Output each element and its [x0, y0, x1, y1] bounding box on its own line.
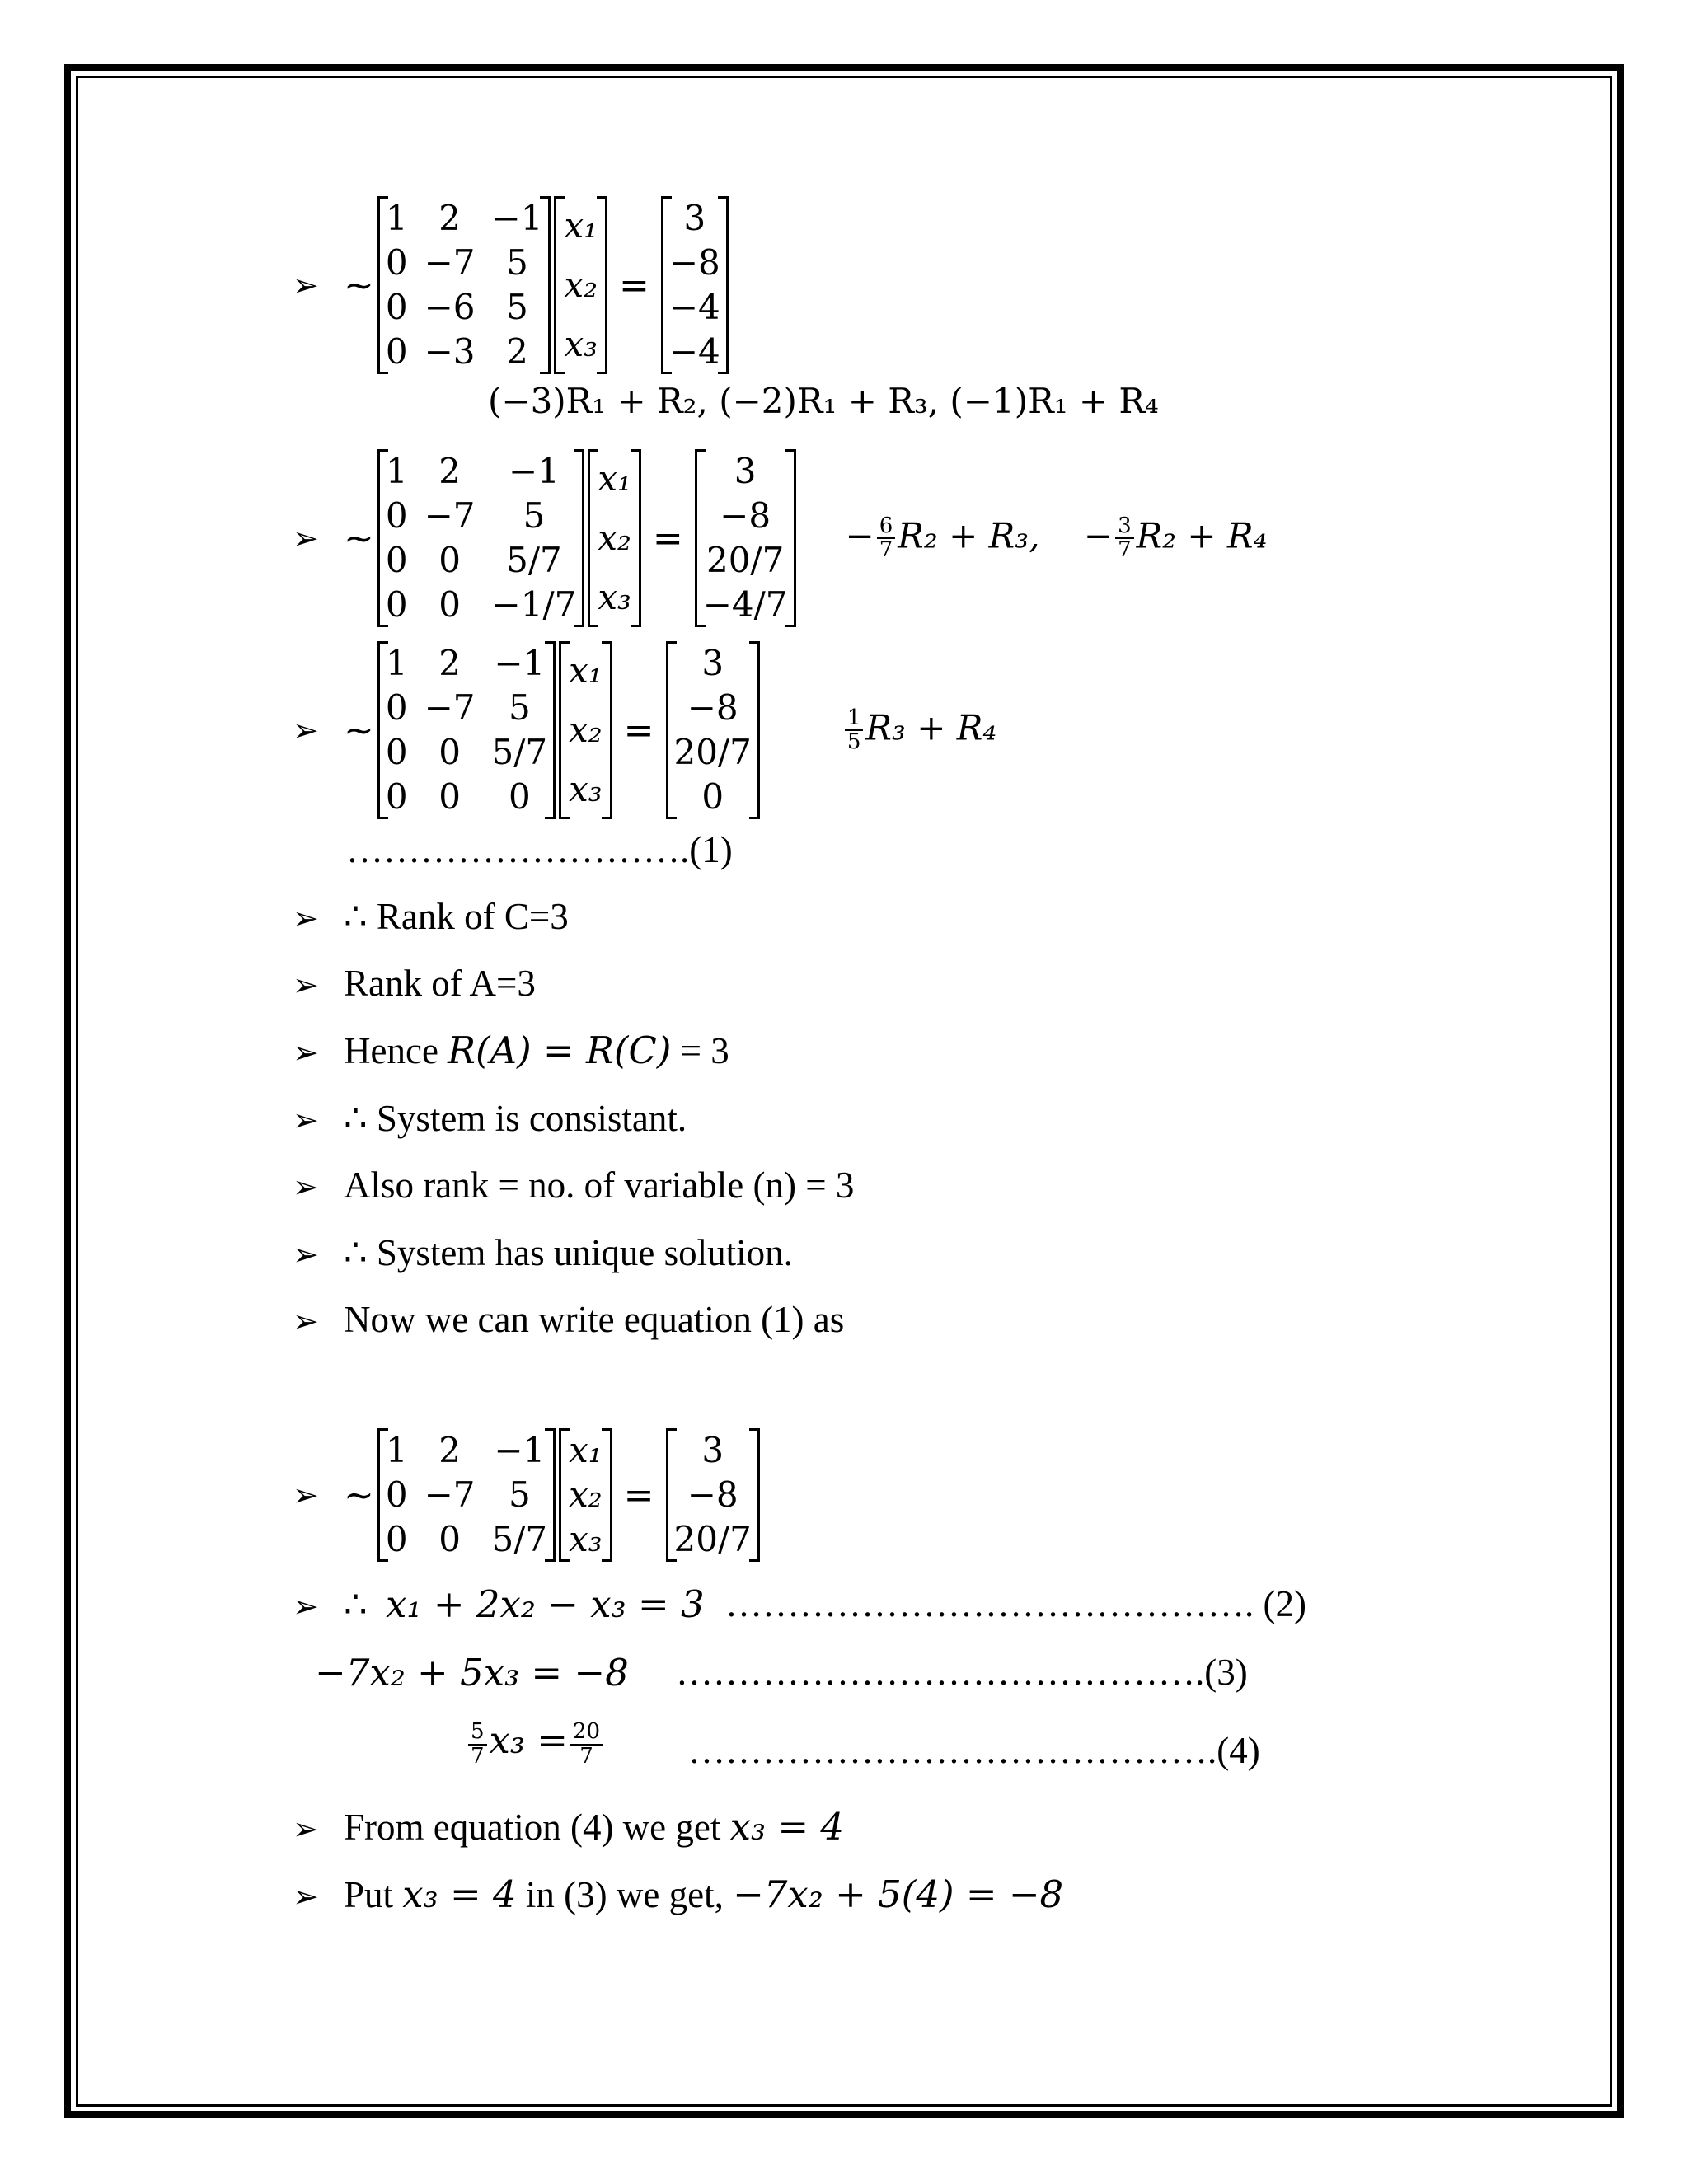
variable-cell: x₃ — [564, 324, 598, 364]
matrix-cell: −6 — [424, 287, 476, 327]
constant-vector — [695, 449, 796, 627]
constant-cell: 3 — [683, 198, 706, 238]
matrix-cell: 0 — [385, 1519, 408, 1559]
matrix-cell: 0 — [385, 495, 408, 536]
arrow-bullet-icon: ➢ — [293, 1878, 319, 1915]
variable-cell: x₃ — [569, 769, 603, 809]
matrix-cell: 0 — [438, 584, 461, 625]
variable-cell: x₁ — [569, 650, 603, 691]
matrix-step-3 — [293, 641, 996, 819]
variable-cell: x₁ — [564, 205, 598, 246]
equivalence-tilde: ~ — [344, 264, 374, 307]
constant-cell: 20/7 — [673, 1519, 752, 1559]
equals-sign: = — [652, 517, 683, 560]
matrix-cell: 0 — [385, 331, 408, 372]
matrix-step-1 — [293, 196, 729, 374]
matrix-cell: 2 — [438, 643, 461, 683]
constant-cell: −8 — [720, 495, 771, 536]
arrow-bullet-icon: ➢ — [293, 1169, 319, 1205]
matrix-cell: −7 — [424, 495, 476, 536]
matrix-cell: −7 — [424, 242, 476, 283]
equivalence-tilde: ~ — [344, 709, 374, 752]
matrix-cell: 5 — [508, 1474, 531, 1515]
coefficient-matrix — [377, 1428, 556, 1562]
variable-vector — [554, 196, 607, 374]
equals-sign: = — [623, 709, 654, 752]
matrix-cell: −1 — [494, 643, 546, 683]
also-rank-line: ➢ Also rank = no. of variable (n) = 3 — [293, 1165, 855, 1206]
equation-1-reference: ……………………….(1) — [346, 829, 733, 870]
matrix-cell: 2 — [506, 331, 528, 372]
matrix-cell: 5 — [508, 687, 531, 728]
matrix-cell: −7 — [424, 687, 476, 728]
rank-a-line: ➢ Rank of A=3 — [293, 963, 536, 1004]
arrow-bullet-icon: ➢ — [293, 520, 319, 556]
equals-sign: = — [623, 1474, 654, 1516]
matrix-cell: 0 — [508, 776, 531, 817]
variable-cell: x₂ — [564, 265, 598, 305]
coefficient-matrix — [377, 449, 584, 627]
arrow-bullet-icon: ➢ — [293, 1588, 319, 1624]
unique-solution-line: ➢ ∴ System has unique solution. — [293, 1232, 793, 1273]
equivalence-tilde: ~ — [344, 1474, 374, 1516]
now-write-line: ➢ Now we can write equation (1) as — [293, 1299, 845, 1340]
hence-line: ➢ Hence R(A) = R(C) = 3 — [293, 1029, 729, 1072]
row-operations-3: $\frac{1}{5}$ R₃ + R₄ — [842, 707, 996, 754]
matrix-cell: 5 — [506, 242, 528, 283]
matrix-cell: 0 — [385, 732, 408, 772]
matrix-cell: 0 — [438, 1519, 461, 1559]
constant-cell: −8 — [668, 242, 720, 283]
arrow-bullet-icon: ➢ — [293, 1477, 319, 1513]
variable-cell: x₃ — [598, 577, 631, 617]
variable-vector — [588, 449, 641, 627]
matrix-cell: 5/7 — [491, 732, 548, 772]
variable-cell: x₁ — [569, 1430, 603, 1470]
matrix-cell: 1 — [385, 1430, 408, 1470]
matrix-cell: 5/7 — [491, 1519, 548, 1559]
matrix-cell: −1 — [494, 1430, 546, 1470]
constant-cell: 3 — [701, 1430, 724, 1470]
variable-cell: x₂ — [569, 710, 603, 750]
matrix-cell: 5 — [506, 287, 528, 327]
equivalence-tilde: ~ — [344, 517, 374, 560]
matrix-cell: 0 — [385, 584, 408, 625]
constant-cell: −4/7 — [702, 584, 788, 625]
equation-4: $\frac{5}{7}$ x₃ = $\frac{20}{7}$ — [466, 1718, 605, 1768]
consistent-line: ➢ ∴ System is consistant. — [293, 1098, 687, 1139]
equation-4-dots: …………………………………….(4) — [688, 1730, 1260, 1771]
matrix-cell: 2 — [438, 451, 461, 491]
variable-cell: x₂ — [598, 518, 631, 558]
matrix-step-2 — [293, 449, 1267, 627]
arrow-bullet-icon: ➢ — [293, 1236, 319, 1272]
constant-cell: 20/7 — [673, 732, 752, 772]
arrow-bullet-icon: ➢ — [293, 967, 319, 1003]
arrow-bullet-icon: ➢ — [293, 1303, 319, 1339]
coefficient-matrix — [377, 196, 551, 374]
matrix-cell: −7 — [424, 1474, 476, 1515]
rank-c-line: ➢ ∴ Rank of C=3 — [293, 896, 569, 937]
constant-vector — [666, 1428, 760, 1562]
matrix-cell: 0 — [385, 687, 408, 728]
variable-cell: x₁ — [598, 458, 631, 499]
constant-cell: −4 — [668, 287, 720, 327]
variable-vector — [559, 1428, 612, 1562]
from-equation-line: ➢ From equation (4) we get x₃ = 4 — [293, 1805, 845, 1849]
constant-cell: −4 — [668, 331, 720, 372]
constant-cell: 20/7 — [706, 540, 785, 580]
matrix-cell: 5/7 — [506, 540, 562, 580]
matrix-cell: 5 — [523, 495, 546, 536]
matrix-cell: 0 — [385, 242, 408, 283]
arrow-bullet-icon: ➢ — [293, 900, 319, 936]
equation-2-dots: ……………………………………. (2) — [725, 1583, 1306, 1624]
constant-vector — [666, 641, 760, 819]
arrow-bullet-icon: ➢ — [293, 1034, 319, 1071]
matrix-cell: 0 — [385, 287, 408, 327]
arrow-bullet-icon: ➢ — [293, 1811, 319, 1847]
matrix-cell: 0 — [385, 1474, 408, 1515]
matrix-step-4 — [293, 1428, 760, 1562]
arrow-bullet-icon: ➢ — [293, 712, 319, 748]
arrow-bullet-icon: ➢ — [293, 267, 319, 303]
matrix-cell: 0 — [438, 540, 461, 580]
equation-3-dots: …………………………………….(3) — [676, 1652, 1248, 1693]
matrix-cell: 1 — [385, 451, 408, 491]
equation-2-line: ➢ ∴ x₁ + 2x₂ − x₃ = 3 — [293, 1582, 705, 1626]
constant-cell: −8 — [687, 1474, 738, 1515]
constant-cell: 0 — [701, 776, 724, 817]
equation-3: −7x₂ + 5x₃ = −8 — [315, 1651, 629, 1694]
matrix-cell: 2 — [438, 198, 461, 238]
constant-vector — [661, 196, 729, 374]
put-line: ➢ Put x₃ = 4 in (3) we get, −7x₂ + 5(4) = −8 — [293, 1872, 1064, 1916]
row-operations-1: (−3)R₁ + R₂, (−2)R₁ + R₃, (−1)R₁ + R₄ — [488, 381, 1159, 421]
matrix-cell: 0 — [438, 732, 461, 772]
arrow-bullet-icon: ➢ — [293, 1102, 319, 1138]
matrix-cell: 0 — [385, 776, 408, 817]
constant-cell: 3 — [701, 643, 724, 683]
matrix-cell: −1/7 — [491, 584, 577, 625]
constant-cell: 3 — [734, 451, 757, 491]
matrix-cell: −3 — [424, 331, 476, 372]
matrix-cell: −1 — [508, 451, 560, 491]
variable-vector — [559, 641, 612, 819]
matrix-cell: 1 — [385, 643, 408, 683]
coefficient-matrix — [377, 641, 556, 819]
matrix-cell: 0 — [385, 540, 408, 580]
variable-cell: x₂ — [569, 1474, 603, 1515]
constant-cell: −8 — [687, 687, 738, 728]
matrix-cell: 0 — [438, 776, 461, 817]
row-operations-2: − $\frac{6}{7}$ R₂ + R₃, − $\frac{3}{7}$ R₂ + R₄ — [845, 513, 1268, 562]
matrix-cell: −1 — [491, 198, 543, 238]
matrix-cell: 2 — [438, 1430, 461, 1470]
equals-sign: = — [618, 264, 649, 307]
variable-cell: x₃ — [569, 1519, 603, 1559]
matrix-cell: 1 — [385, 198, 408, 238]
